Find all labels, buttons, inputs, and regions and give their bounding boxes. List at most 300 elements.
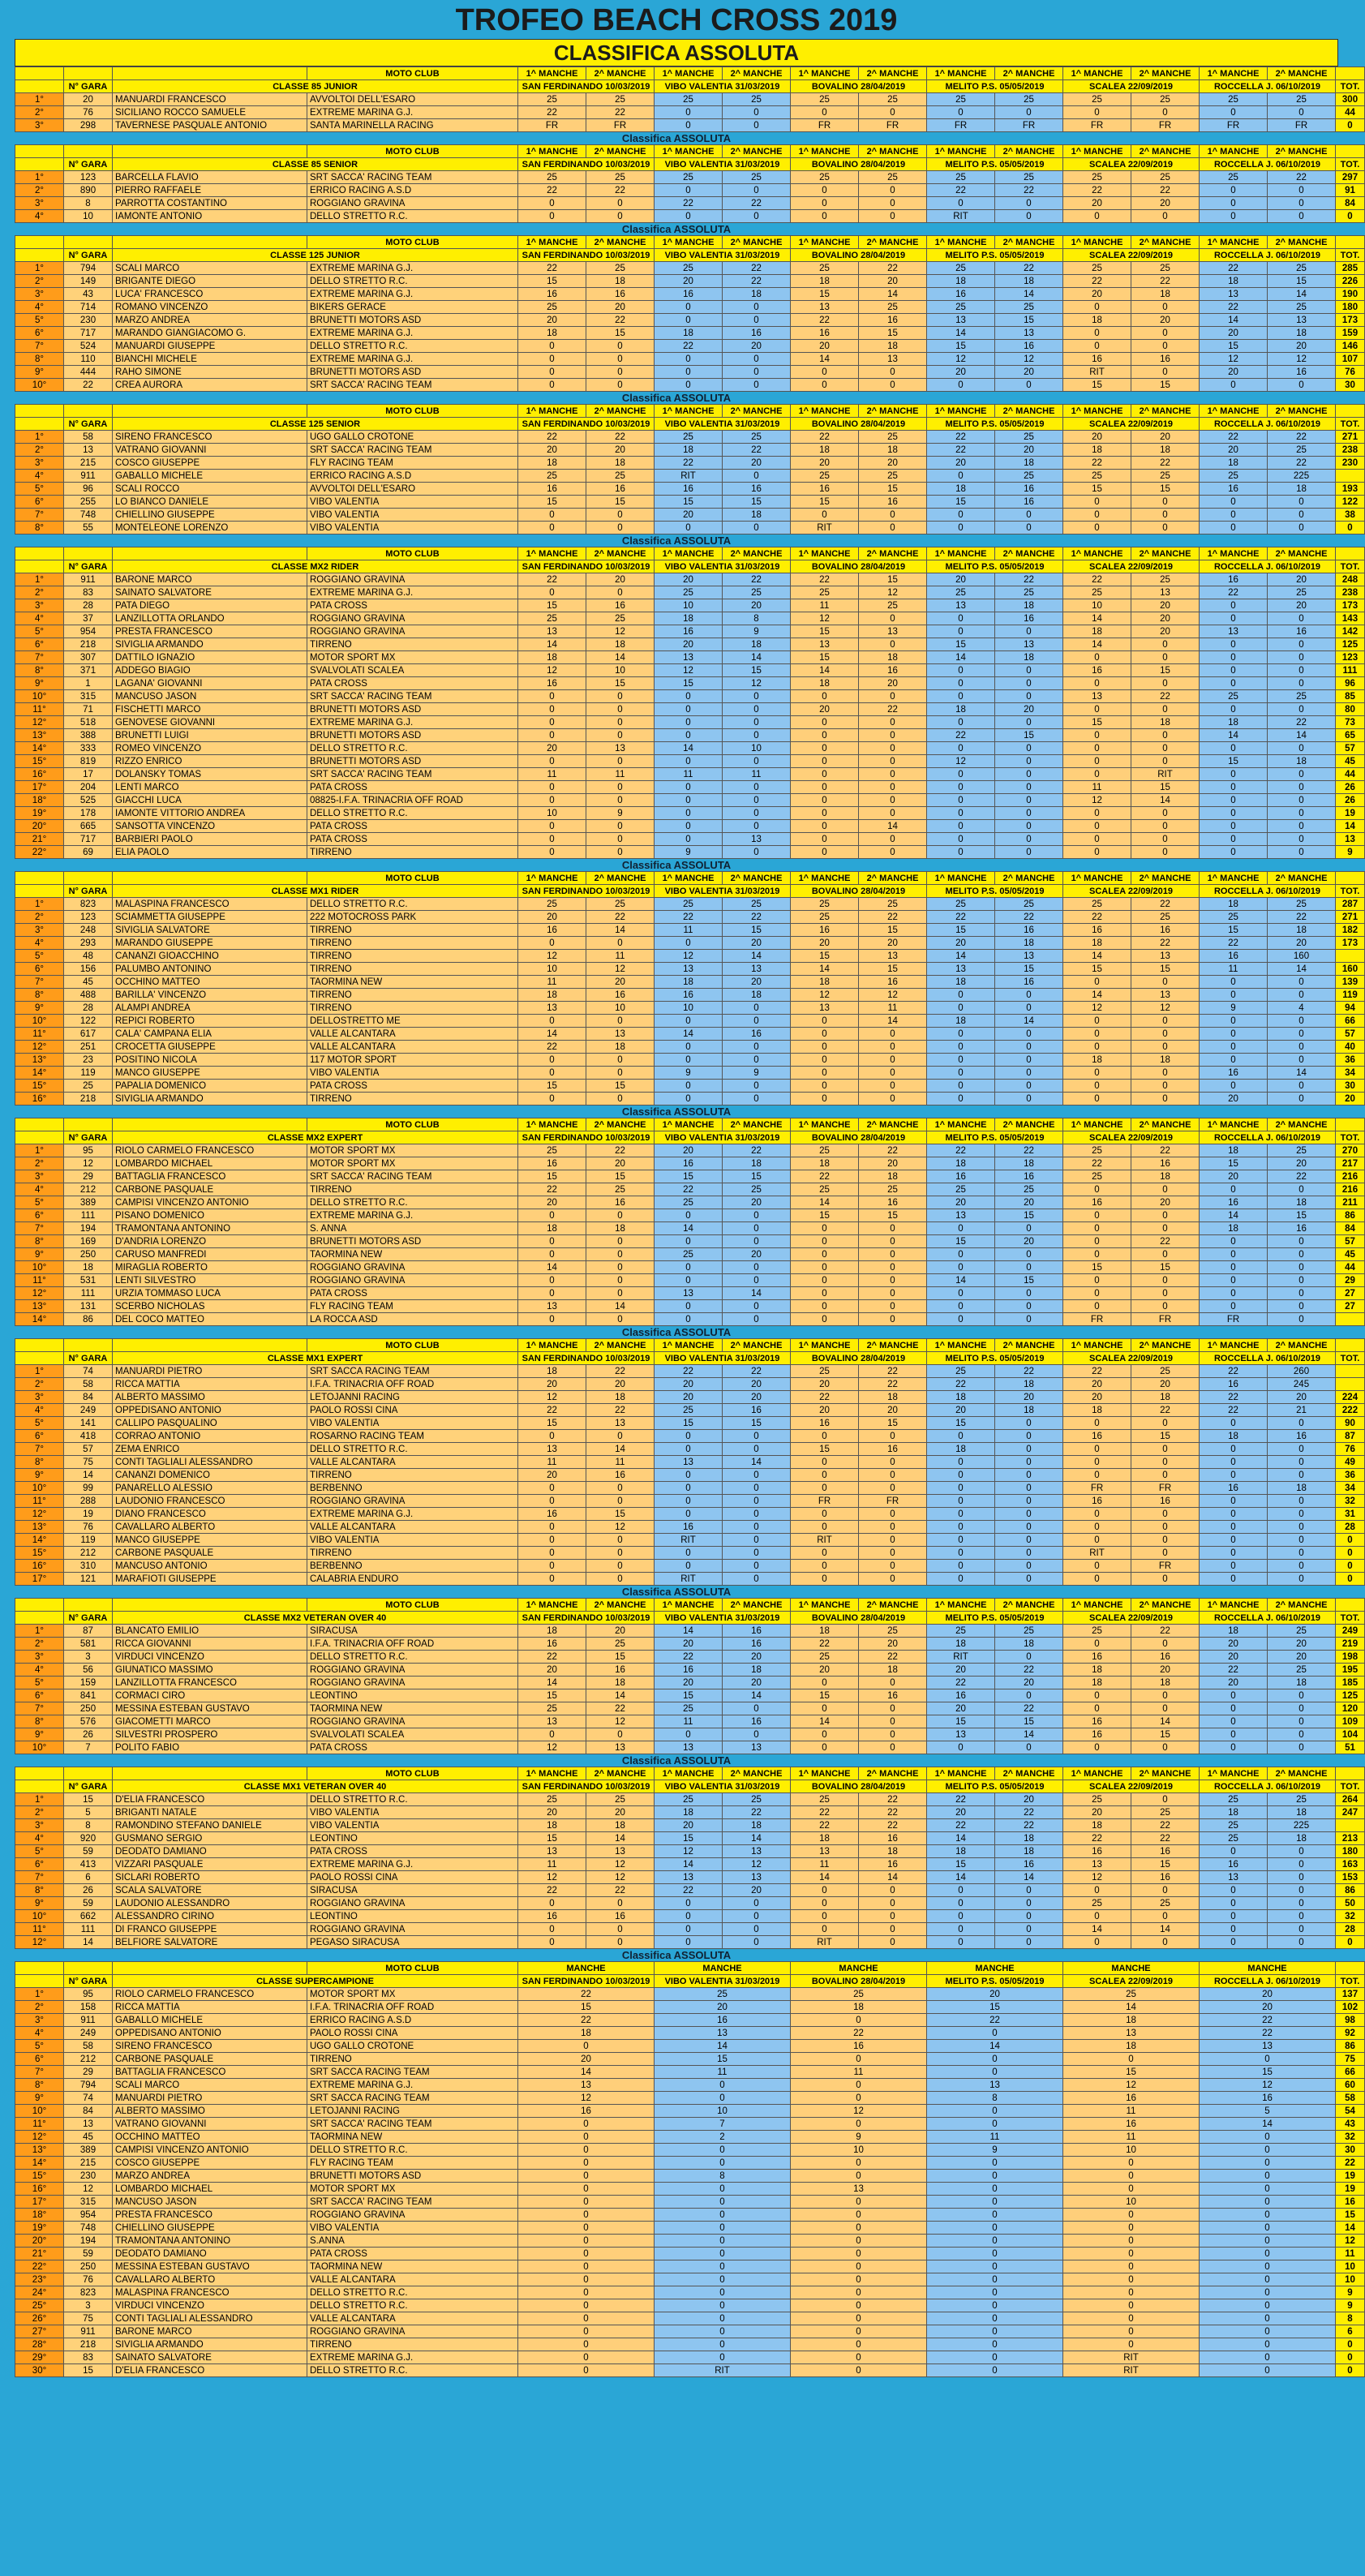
table-cell: SIVIGLIA SALVATORE (113, 924, 307, 937)
table-row (15, 496, 1365, 509)
table-cell: 0 (586, 353, 655, 366)
table-cell: 22 (1200, 2027, 1336, 2040)
table-cell: SCALI MARCO (113, 262, 307, 275)
table-cell: 16 (586, 1910, 655, 1923)
table-cell: FISCHETTI MARCO (113, 703, 307, 716)
table-cell: BRIGANTI NATALE (113, 1806, 307, 1819)
header-cell (1336, 1599, 1365, 1612)
table-cell: 0 (927, 1067, 995, 1080)
table-cell: 25 (1200, 171, 1268, 184)
table-cell (1336, 470, 1365, 483)
table-cell: ROGGIANO GRAVINA (307, 2325, 518, 2338)
table-cell: 45 (1336, 1248, 1365, 1261)
table-cell: RIT (791, 1936, 859, 1949)
table-row (15, 703, 1365, 716)
table-cell: 18 (791, 444, 859, 457)
table-cell: 25 (723, 586, 791, 599)
table-cell: 0 (927, 2273, 1063, 2286)
table-cell: 0 (1200, 2351, 1336, 2364)
table-cell: 19 (1336, 2170, 1365, 2183)
table-cell: 0 (927, 1469, 995, 1482)
section-ranking-title: Classifica ASSOLUTA (15, 1586, 1338, 1598)
table-row (15, 2040, 1365, 2053)
table-cell: 4° (15, 937, 64, 950)
table-cell: 123 (64, 171, 113, 184)
table-cell: 0 (791, 1054, 859, 1067)
header-classe: CLASSE MX2 VETERAN OVER 40 (113, 1612, 518, 1625)
table-cell: 14 (655, 1028, 723, 1041)
table-cell: 18 (1268, 1482, 1336, 1495)
table-cell: 0 (518, 2209, 655, 2222)
table-cell: 16 (859, 976, 927, 989)
table-cell: 8° (15, 1235, 64, 1248)
table-cell: 13 (518, 1715, 586, 1728)
table-cell: 22 (1063, 184, 1131, 197)
table-cell: 14 (1268, 288, 1336, 301)
table-cell: 22 (1200, 1404, 1268, 1417)
table-cell: 0 (723, 1209, 791, 1222)
table-cell: 1° (15, 1365, 64, 1378)
header-row (15, 1780, 1365, 1793)
table-cell: 182 (1336, 924, 1365, 937)
table-cell: 16° (15, 768, 64, 781)
table-cell: SRT SACCA' RACING TEAM (307, 2118, 518, 2131)
table-cell: 0 (859, 807, 927, 820)
table-cell: 6 (1336, 2325, 1365, 2338)
table-cell: 0 (586, 586, 655, 599)
table-cell: 0 (859, 1728, 927, 1741)
table-cell: 0 (1268, 846, 1336, 859)
table-cell: 0 (1268, 1560, 1336, 1573)
table-cell: 15 (995, 729, 1063, 742)
table-cell: 0 (927, 742, 995, 755)
table-cell: 25 (655, 1248, 723, 1261)
table-cell: 12° (15, 1936, 64, 1949)
table-cell: 20 (723, 1391, 791, 1404)
table-cell: 18 (723, 1819, 791, 1832)
table-cell: RICCA GIOVANNI (113, 1638, 307, 1651)
table-cell: 13 (518, 1300, 586, 1313)
table-cell: 11 (518, 1456, 586, 1469)
table-cell: 0 (1268, 1871, 1336, 1884)
header-row (15, 405, 1365, 418)
table-cell: 36 (1336, 1469, 1365, 1482)
table-cell: 18 (927, 703, 995, 716)
table-cell: 12 (995, 353, 1063, 366)
table-cell: 0 (791, 2273, 927, 2286)
table-cell: 20 (1268, 1638, 1336, 1651)
table-cell: 0 (995, 807, 1063, 820)
table-cell: 84 (64, 2105, 113, 2118)
header-manche-2: 2^ MANCHE (995, 547, 1063, 560)
table-cell: 22 (1063, 911, 1131, 924)
table-cell: 14 (518, 638, 586, 651)
table-cell: 22 (723, 444, 791, 457)
table-cell: 15 (1200, 755, 1268, 768)
table-cell: 13 (927, 1728, 995, 1741)
table-cell: 15 (859, 573, 927, 586)
table-cell: 7° (15, 976, 64, 989)
table-cell: GABALLO MICHELE (113, 2014, 307, 2027)
table-cell: PATA CROSS (307, 833, 518, 846)
table-cell: ROGGIANO GRAVINA (307, 1261, 518, 1274)
table-cell: 45 (64, 976, 113, 989)
table-row (15, 1521, 1365, 1534)
table-cell: 20 (723, 1651, 791, 1664)
table-cell: 25 (723, 1183, 791, 1196)
table-cell: 0 (1063, 1041, 1131, 1054)
table-cell: 0 (1268, 1936, 1336, 1949)
table-cell: 0 (995, 1469, 1063, 1482)
table-cell: 14 (518, 1677, 586, 1689)
table-cell: 0 (586, 197, 655, 210)
table-cell: 13 (723, 963, 791, 976)
results-table (15, 871, 1365, 1106)
header-event: ROCCELLA J. 06/10/2019 (1200, 1975, 1336, 1988)
table-cell: 20 (518, 1469, 586, 1482)
table-cell: 0 (1200, 1702, 1268, 1715)
table-cell: 10 (1336, 2260, 1365, 2273)
table-cell: 25 (995, 171, 1063, 184)
table-cell: 8 (64, 197, 113, 210)
table-cell: 16 (1200, 1858, 1268, 1871)
table-cell: CARBONE PASQUALE (113, 2053, 307, 2066)
table-cell: 0 (859, 1923, 927, 1936)
table-cell: 0 (655, 1313, 723, 1326)
table-cell: ROGGIANO GRAVINA (307, 612, 518, 625)
header-manche-1: 1^ MANCHE (1200, 1339, 1268, 1352)
table-cell: GENOVESE GIOVANNI (113, 716, 307, 729)
table-cell: 13 (723, 1871, 791, 1884)
table-cell: PATA CROSS (307, 1080, 518, 1093)
header-cell (15, 249, 64, 262)
table-cell: 18 (859, 444, 927, 457)
table-cell: LETOJANNI RACING (307, 2105, 518, 2118)
table-cell: 11 (586, 950, 655, 963)
table-cell: 0 (791, 2079, 927, 2092)
table-cell: 44 (1336, 1261, 1365, 1274)
table-cell: 2 (655, 2131, 791, 2144)
table-cell: 0 (723, 1923, 791, 1936)
header-manche-2: 2^ MANCHE (1268, 145, 1336, 158)
table-cell: 28 (64, 1002, 113, 1015)
header-cell (64, 236, 113, 249)
header-manche-2: 2^ MANCHE (1268, 1767, 1336, 1780)
table-cell: 0 (1063, 496, 1131, 509)
table-cell: 156 (64, 963, 113, 976)
table-cell: 27 (1336, 1300, 1365, 1313)
table-cell: 0 (1268, 664, 1336, 677)
table-cell: 12 (1200, 2079, 1336, 2092)
table-cell: 20 (518, 911, 586, 924)
header-event: BOVALINO 28/04/2019 (791, 158, 927, 171)
table-cell: 190 (1336, 288, 1365, 301)
table-cell: BARONE MARCO (113, 2325, 307, 2338)
table-cell: 15 (995, 314, 1063, 327)
table-cell: 0 (1268, 1884, 1336, 1897)
table-cell: 0 (927, 1287, 995, 1300)
table-cell: 12 (64, 1157, 113, 1170)
table-cell: FR (859, 119, 927, 132)
table-cell: 20 (723, 1378, 791, 1391)
table-cell: 0 (791, 509, 859, 522)
table-cell: 0 (1268, 651, 1336, 664)
table-row (15, 2196, 1365, 2209)
table-cell: 22 (518, 431, 586, 444)
table-cell: 25 (927, 586, 995, 599)
table-cell: BRUNETTI MOTORS ASD (307, 2170, 518, 2183)
table-cell: 0 (995, 1287, 1063, 1300)
table-row (15, 1209, 1365, 1222)
table-cell: 0 (791, 1093, 859, 1106)
table-cell: 20 (1131, 1664, 1200, 1677)
table-cell: 10 (791, 2144, 927, 2157)
table-cell: 12 (518, 1871, 586, 1884)
table-cell: REPICI ROBERTO (113, 1015, 307, 1028)
table-cell: 16 (791, 327, 859, 340)
table-cell: 13 (927, 314, 995, 327)
table-cell: 22 (995, 184, 1063, 197)
table-cell: 0 (1063, 768, 1131, 781)
table-cell: 0 (927, 690, 995, 703)
table-row (15, 1988, 1365, 2001)
table-cell: 0 (995, 197, 1063, 210)
table-cell: 13 (791, 638, 859, 651)
table-cell: 0 (1200, 833, 1268, 846)
table-cell: 0 (927, 1884, 995, 1897)
table-cell: 0 (995, 1689, 1063, 1702)
table-row (15, 2053, 1365, 2066)
table-cell: 18 (927, 1845, 995, 1858)
table-cell (1336, 1819, 1365, 1832)
table-cell: 16 (995, 612, 1063, 625)
table-cell: 15 (791, 625, 859, 638)
table-cell: 18 (1131, 716, 1200, 729)
header-row (15, 1975, 1365, 1988)
table-cell: 0 (791, 807, 859, 820)
table-cell: 25 (1063, 898, 1131, 911)
table-cell: 0 (1063, 301, 1131, 314)
table-cell: 20 (995, 1235, 1063, 1248)
table-cell: 18 (655, 976, 723, 989)
table-cell: CHIELLINO GIUSEPPE (113, 509, 307, 522)
table-cell: 0 (518, 509, 586, 522)
table-cell: 0 (995, 522, 1063, 535)
table-cell: 0 (518, 2351, 655, 2364)
table-cell: 87 (64, 1625, 113, 1638)
results-table (15, 1767, 1365, 1949)
table-cell: CHIELLINO GIUSEPPE (113, 2222, 307, 2235)
table-cell: 18 (1200, 1430, 1268, 1443)
table-cell: 0 (655, 1261, 723, 1274)
table-cell: 20 (995, 1196, 1063, 1209)
table-cell: 0 (791, 781, 859, 794)
table-cell: MARANDO GIANGIACOMO G. (113, 327, 307, 340)
table-cell: TIRRENO (307, 989, 518, 1002)
table-cell: 30 (1336, 379, 1365, 392)
table-cell: 0 (859, 1910, 927, 1923)
table-cell: 20 (655, 1677, 723, 1689)
table-cell: ROGGIANO GRAVINA (307, 573, 518, 586)
table-cell: 531 (64, 1274, 113, 1287)
table-cell: 0 (518, 703, 586, 716)
table-cell: PALUMBO ANTONINO (113, 963, 307, 976)
table-cell: 20 (791, 937, 859, 950)
table-cell: 14 (64, 1469, 113, 1482)
header-event: VIBO VALENTIA 31/03/2019 (655, 418, 791, 431)
table-cell: BRUNETTI MOTORS ASD (307, 366, 518, 379)
table-cell: 14 (1131, 794, 1200, 807)
table-cell: DELLO STRETTO R.C. (307, 2364, 518, 2377)
table-cell: 20 (723, 1248, 791, 1261)
page-title: TROFEO BEACH CROSS 2019 (455, 3, 898, 37)
table-cell: 0 (1131, 1287, 1200, 1300)
table-cell: 0 (655, 2235, 791, 2248)
table-cell: 920 (64, 1832, 113, 1845)
table-cell: LA ROCCA ASD (307, 1313, 518, 1326)
table-cell: FR (1200, 119, 1268, 132)
header-manche-2: 2^ MANCHE (859, 547, 927, 560)
table-cell: 0 (1131, 1248, 1200, 1261)
table-cell: 18 (995, 1638, 1063, 1651)
table-cell: 12 (518, 664, 586, 677)
table-cell: 17° (15, 781, 64, 794)
table-cell: 20 (518, 444, 586, 457)
table-cell: TIRRENO (307, 1093, 518, 1106)
table-cell: 0 (1200, 651, 1268, 664)
table-cell: 20 (1268, 573, 1336, 586)
table-cell: ERRICO RACING A.S.D (307, 184, 518, 197)
table-cell: 16 (791, 924, 859, 937)
table-cell: 0 (859, 833, 927, 846)
header-event: SCALEA 22/09/2019 (1063, 1131, 1200, 1144)
header-manche-1: 1^ MANCHE (518, 1767, 586, 1780)
table-cell: EXTREME MARINA G.J. (307, 327, 518, 340)
table-cell: ADDEGO BIAGIO (113, 664, 307, 677)
table-cell: 22 (723, 573, 791, 586)
table-cell: 0 (586, 1054, 655, 1067)
supercampione-section (15, 1949, 1360, 2377)
table-cell: 11 (518, 768, 586, 781)
table-cell: 14 (723, 950, 791, 963)
table-cell: 4° (15, 1404, 64, 1417)
table-cell: SRT SACCA' RACING TEAM (307, 1170, 518, 1183)
table-cell: 14 (927, 327, 995, 340)
table-cell: 25 (1063, 1170, 1131, 1183)
table-cell: EXTREME MARINA G.J. (307, 1508, 518, 1521)
table-cell: 0 (1063, 742, 1131, 755)
table-cell: 22 (791, 1391, 859, 1404)
table-cell: 0 (1063, 651, 1131, 664)
table-cell: TIRRENO (307, 638, 518, 651)
table-cell: 0 (791, 690, 859, 703)
table-cell: 0 (586, 1573, 655, 1586)
table-cell: 25 (927, 93, 995, 106)
table-cell: 16 (723, 1715, 791, 1728)
table-cell: 22 (1336, 2157, 1365, 2170)
table-cell: 0 (859, 1573, 927, 1586)
table-cell: 7° (15, 1702, 64, 1715)
table-cell: 245 (1268, 1378, 1336, 1391)
header-manche-1: 1^ MANCHE (927, 1118, 995, 1131)
table-cell: 15° (15, 755, 64, 768)
table-cell: 84 (1336, 1222, 1365, 1235)
table-cell: 0 (518, 2248, 655, 2260)
table-cell: 25 (723, 93, 791, 106)
table-cell: 15 (791, 288, 859, 301)
table-cell: 10 (586, 664, 655, 677)
header-manche-2: 2^ MANCHE (859, 1339, 927, 1352)
table-cell: 0 (586, 794, 655, 807)
table-cell: 0 (927, 106, 995, 119)
table-cell: 20 (655, 509, 723, 522)
table-cell: PRESTA FRANCESCO (113, 2209, 307, 2222)
table-cell: 0 (927, 1456, 995, 1469)
table-cell: CAMPISI VINCENZO ANTONIO (113, 2144, 307, 2157)
table-cell: 0 (791, 2364, 927, 2377)
table-cell: 0 (518, 1093, 586, 1106)
table-cell: 22 (859, 1144, 927, 1157)
header-manche-1: 1^ MANCHE (518, 1339, 586, 1352)
table-cell: 0 (1131, 210, 1200, 223)
table-cell: 69 (64, 846, 113, 859)
table-cell: 0 (791, 2286, 927, 2299)
table-cell: 1° (15, 431, 64, 444)
table-cell: 748 (64, 509, 113, 522)
table-cell: 16 (1268, 1430, 1336, 1443)
table-cell: 0 (1200, 1521, 1268, 1534)
table-cell: 0 (655, 781, 723, 794)
table-cell: 0 (927, 2248, 1063, 2260)
table-cell: PAOLO ROSSI CINA (307, 1404, 518, 1417)
table-cell: 10° (15, 690, 64, 703)
table-row (15, 1625, 1365, 1638)
table-cell: 15° (15, 1547, 64, 1560)
table-cell: 22 (1200, 937, 1268, 950)
header-event: BOVALINO 28/04/2019 (791, 249, 927, 262)
table-cell: 14 (1336, 820, 1365, 833)
table-cell: 8° (15, 1884, 64, 1897)
table-cell: 0 (1268, 1469, 1336, 1482)
table-cell: 0 (518, 2183, 655, 2196)
table-cell: 249 (1336, 1625, 1365, 1638)
table-cell: 1° (15, 573, 64, 586)
header-event: SCALEA 22/09/2019 (1063, 1780, 1200, 1793)
table-cell: SVALVOLATI SCALEA (307, 664, 518, 677)
table-cell: 0 (1063, 2235, 1200, 2248)
table-cell: VIBO VALENTIA (307, 1819, 518, 1832)
table-cell: 0 (1268, 197, 1336, 210)
table-cell: RIT (1063, 2364, 1200, 2377)
table-cell: 22 (927, 1144, 995, 1157)
table-cell: SRT SACCA RACING TEAM (307, 2092, 518, 2105)
header-cell (64, 145, 113, 158)
table-cell: 14° (15, 742, 64, 755)
table-cell: 11 (1063, 2131, 1200, 2144)
table-cell: 0 (518, 2299, 655, 2312)
table-cell: 25 (723, 1793, 791, 1806)
table-cell: 0 (1268, 1741, 1336, 1754)
table-cell: 11 (1336, 2248, 1365, 2260)
table-row (15, 1741, 1365, 1754)
table-cell: 0 (1063, 2170, 1200, 2183)
table-cell: 22 (995, 1819, 1063, 1832)
table-cell: FR (1131, 1482, 1200, 1495)
table-cell: 0 (723, 690, 791, 703)
table-cell: 22 (586, 911, 655, 924)
table-cell: 0 (927, 2170, 1063, 2183)
table-cell: 0 (859, 755, 927, 768)
